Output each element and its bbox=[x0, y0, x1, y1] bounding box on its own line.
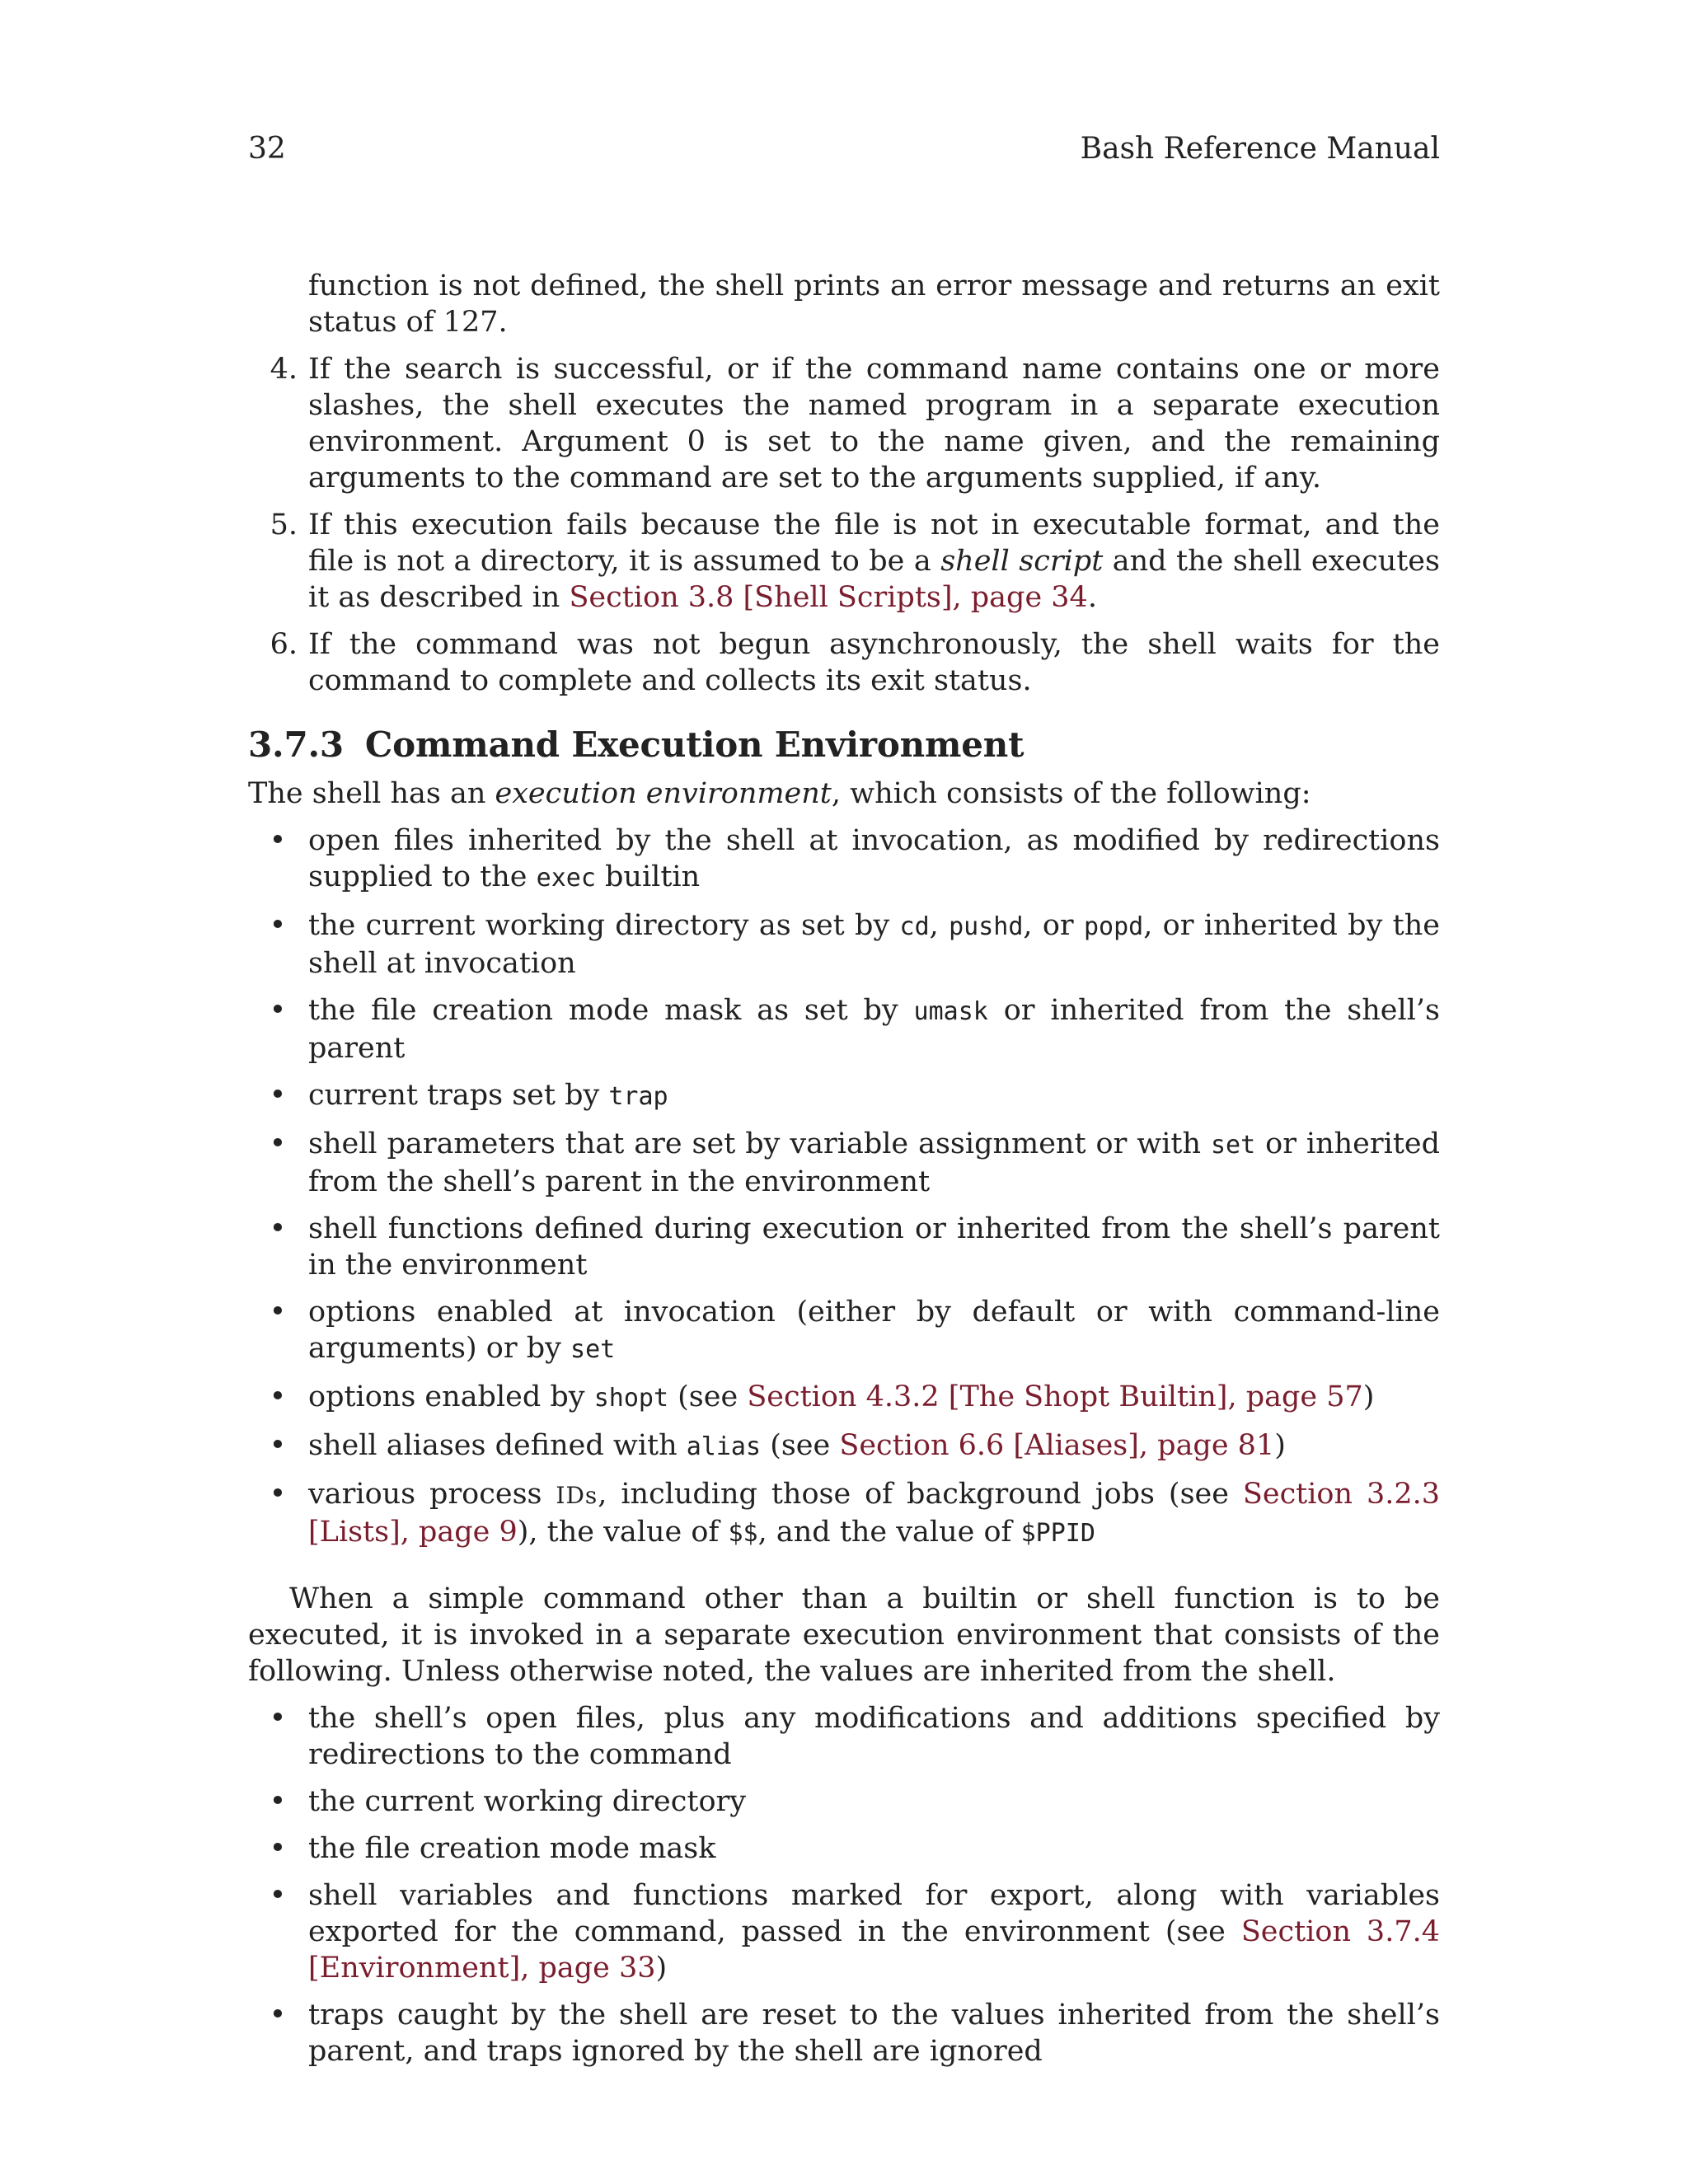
numbered-item-4 bbox=[248, 351, 1440, 496]
intro-text: , which consists of the following: bbox=[831, 777, 1311, 810]
code-dollar-dollar: $$ bbox=[728, 1519, 758, 1548]
item-text: , including those of background jobs (see bbox=[598, 1478, 1243, 1511]
separate-env-list-item bbox=[248, 1830, 1440, 1867]
item-text: shell functions defined during execution or inherited from the shell’s parent in the environment bbox=[308, 1212, 1440, 1282]
link-aliases[interactable]: Section 6.6 [Aliases], page 81 bbox=[839, 1429, 1275, 1462]
bullet-icon: • bbox=[269, 1478, 287, 1511]
item-text: , or bbox=[1023, 909, 1084, 942]
env-list-item bbox=[248, 1126, 1440, 1200]
bullet-icon: • bbox=[269, 1832, 287, 1865]
item-number: 4. bbox=[270, 353, 298, 386]
link-environment[interactable]: Section 3.7.4 [Environment], page 33 bbox=[308, 1915, 1440, 1985]
env-list-item bbox=[248, 992, 1440, 1066]
code-umask: umask bbox=[913, 997, 988, 1026]
item-text: ) bbox=[655, 1952, 668, 1985]
code-set: set bbox=[1210, 1131, 1256, 1160]
item-text: , and the value of bbox=[757, 1516, 1021, 1549]
bullet-icon: • bbox=[269, 824, 287, 857]
section-title: Command Execution Environment bbox=[364, 724, 1025, 765]
body-paragraph: When a simple command other than a builtin or shell function is to be executed, it is invoked in a separate execution environment that consists of the following. Unless otherwise noted, the values are inherited from the shell. bbox=[248, 1582, 1440, 1688]
item-text: (see bbox=[668, 1380, 748, 1413]
bullet-icon: • bbox=[269, 994, 287, 1027]
emphasis-shell-script: shell script bbox=[940, 545, 1104, 578]
bullet-icon: • bbox=[269, 1296, 287, 1329]
item-text: the current working directory bbox=[308, 1785, 747, 1818]
env-list-item bbox=[248, 1211, 1440, 1283]
small-caps-ids: IDs bbox=[556, 1482, 598, 1509]
page-header bbox=[248, 132, 1440, 166]
item-text: builtin bbox=[595, 860, 701, 893]
item-text: or inherited from the shell’s parent bbox=[308, 994, 1440, 1065]
bullet-icon: • bbox=[269, 1212, 287, 1245]
item-text: , bbox=[929, 909, 950, 942]
code-ppid: $PPID bbox=[1020, 1519, 1095, 1548]
separate-env-list-item bbox=[248, 1783, 1440, 1820]
item-text: the file creation mode mask bbox=[308, 1832, 716, 1865]
item-text: If the command was not begun asynchronously, the shell waits for the command to complete and collects its exit status. bbox=[308, 628, 1440, 697]
item-text: (see bbox=[761, 1429, 840, 1462]
page-body bbox=[248, 268, 1440, 2069]
bullet-icon: • bbox=[269, 1079, 287, 1112]
bullet-icon: • bbox=[269, 1380, 287, 1413]
env-list-item bbox=[248, 1476, 1440, 1552]
code-alias: alias bbox=[686, 1432, 762, 1461]
item-text: If the search is successful, or if the command name contains one or more slashes, the shell executes the named program in a separate execution environment. Argument 0 is set to the name given, and the remaining arguments to the command are set to the arguments supplied, if any. bbox=[308, 353, 1440, 494]
item-text: or inherited from the shell’s parent in the environment bbox=[308, 1127, 1440, 1198]
code-trap: trap bbox=[608, 1082, 668, 1111]
env-list-item bbox=[248, 907, 1440, 982]
item-text: ) bbox=[1274, 1429, 1286, 1462]
item-text: the shell’s open files, plus any modifications and additions specified by redirections to the command bbox=[308, 1702, 1440, 1771]
env-list-item bbox=[248, 1379, 1440, 1417]
item-text: current traps set by bbox=[308, 1079, 609, 1112]
env-list-item bbox=[248, 823, 1440, 897]
item-number: 6. bbox=[270, 628, 298, 661]
item-text: If this execution fails because the file is not in executable format, and the file is not a directory, it is assumed to be a bbox=[308, 509, 1440, 578]
page-number: 32 bbox=[248, 132, 286, 166]
separate-env-list-item bbox=[248, 1877, 1440, 1986]
item-text: the file creation mode mask as set by bbox=[308, 994, 914, 1027]
item-number: 5. bbox=[270, 509, 298, 541]
item-text: . bbox=[1087, 581, 1097, 614]
link-shopt-builtin[interactable]: Section 4.3.2 [The Shopt Builtin], page 57 bbox=[747, 1380, 1363, 1413]
bullet-icon: • bbox=[269, 1429, 287, 1462]
bullet-icon: • bbox=[269, 1879, 287, 1912]
item-text: traps caught by the shell are reset to the values inherited from the shell’s parent, and traps ignored by the shell are ignored bbox=[308, 1999, 1440, 2068]
intro-paragraph bbox=[248, 776, 1440, 812]
item-text: shell aliases defined with bbox=[308, 1429, 687, 1462]
env-list-item bbox=[248, 1077, 1440, 1115]
separate-env-list-item bbox=[248, 1997, 1440, 2069]
link-shell-scripts[interactable]: Section 3.8 [Shell Scripts], page 34 bbox=[569, 581, 1088, 614]
numbered-item-5 bbox=[248, 507, 1440, 616]
code-set: set bbox=[570, 1335, 616, 1364]
env-list-item bbox=[248, 1427, 1440, 1465]
bullet-icon: • bbox=[269, 1127, 287, 1160]
item-text: shell parameters that are set by variable assignment or with bbox=[308, 1127, 1211, 1160]
item-text: the current working directory as set by bbox=[308, 909, 900, 942]
item-text: ) bbox=[1362, 1380, 1375, 1413]
item-text: open files inherited by the shell at invocation, as modified by redirections supplied to the bbox=[308, 824, 1440, 893]
section-heading bbox=[248, 724, 1440, 765]
item-text: and the shell executes it as described in bbox=[308, 545, 1440, 614]
item-text: shell variables and functions marked for export, along with variables exported for the command, passed in the environment (see bbox=[308, 1879, 1440, 1948]
bullet-icon: • bbox=[269, 1702, 287, 1735]
code-popd: popd bbox=[1083, 912, 1144, 941]
bullet-icon: • bbox=[269, 909, 287, 942]
running-title: Bash Reference Manual bbox=[1080, 132, 1440, 166]
code-exec: exec bbox=[536, 864, 596, 893]
item-text: , or inherited by the shell at invocation bbox=[308, 909, 1440, 980]
code-cd: cd bbox=[899, 912, 930, 941]
bullet-icon: • bbox=[269, 1785, 287, 1818]
bullet-icon: • bbox=[269, 1999, 287, 2032]
item-text: options enabled at invocation (either by default or with command-line arguments) or by bbox=[308, 1296, 1440, 1365]
separate-env-list-item bbox=[248, 1700, 1440, 1773]
item-text: ), the value of bbox=[517, 1516, 729, 1549]
env-list-item bbox=[248, 1294, 1440, 1368]
emphasis-execution-environment: execution environment bbox=[495, 777, 832, 810]
link-lists[interactable]: Section 3.2.3 [Lists], page 9 bbox=[308, 1478, 1440, 1549]
item-text: options enabled by bbox=[308, 1380, 594, 1413]
continuation-paragraph: function is not defined, the shell prints an error message and returns an exit status of 127. bbox=[308, 269, 1440, 339]
section-number: 3.7.3 bbox=[248, 724, 344, 765]
code-shopt: shopt bbox=[593, 1384, 669, 1413]
intro-text: The shell has an bbox=[248, 777, 495, 810]
code-pushd: pushd bbox=[949, 912, 1024, 941]
item-text: various process bbox=[308, 1478, 556, 1511]
numbered-item-6 bbox=[248, 626, 1440, 699]
